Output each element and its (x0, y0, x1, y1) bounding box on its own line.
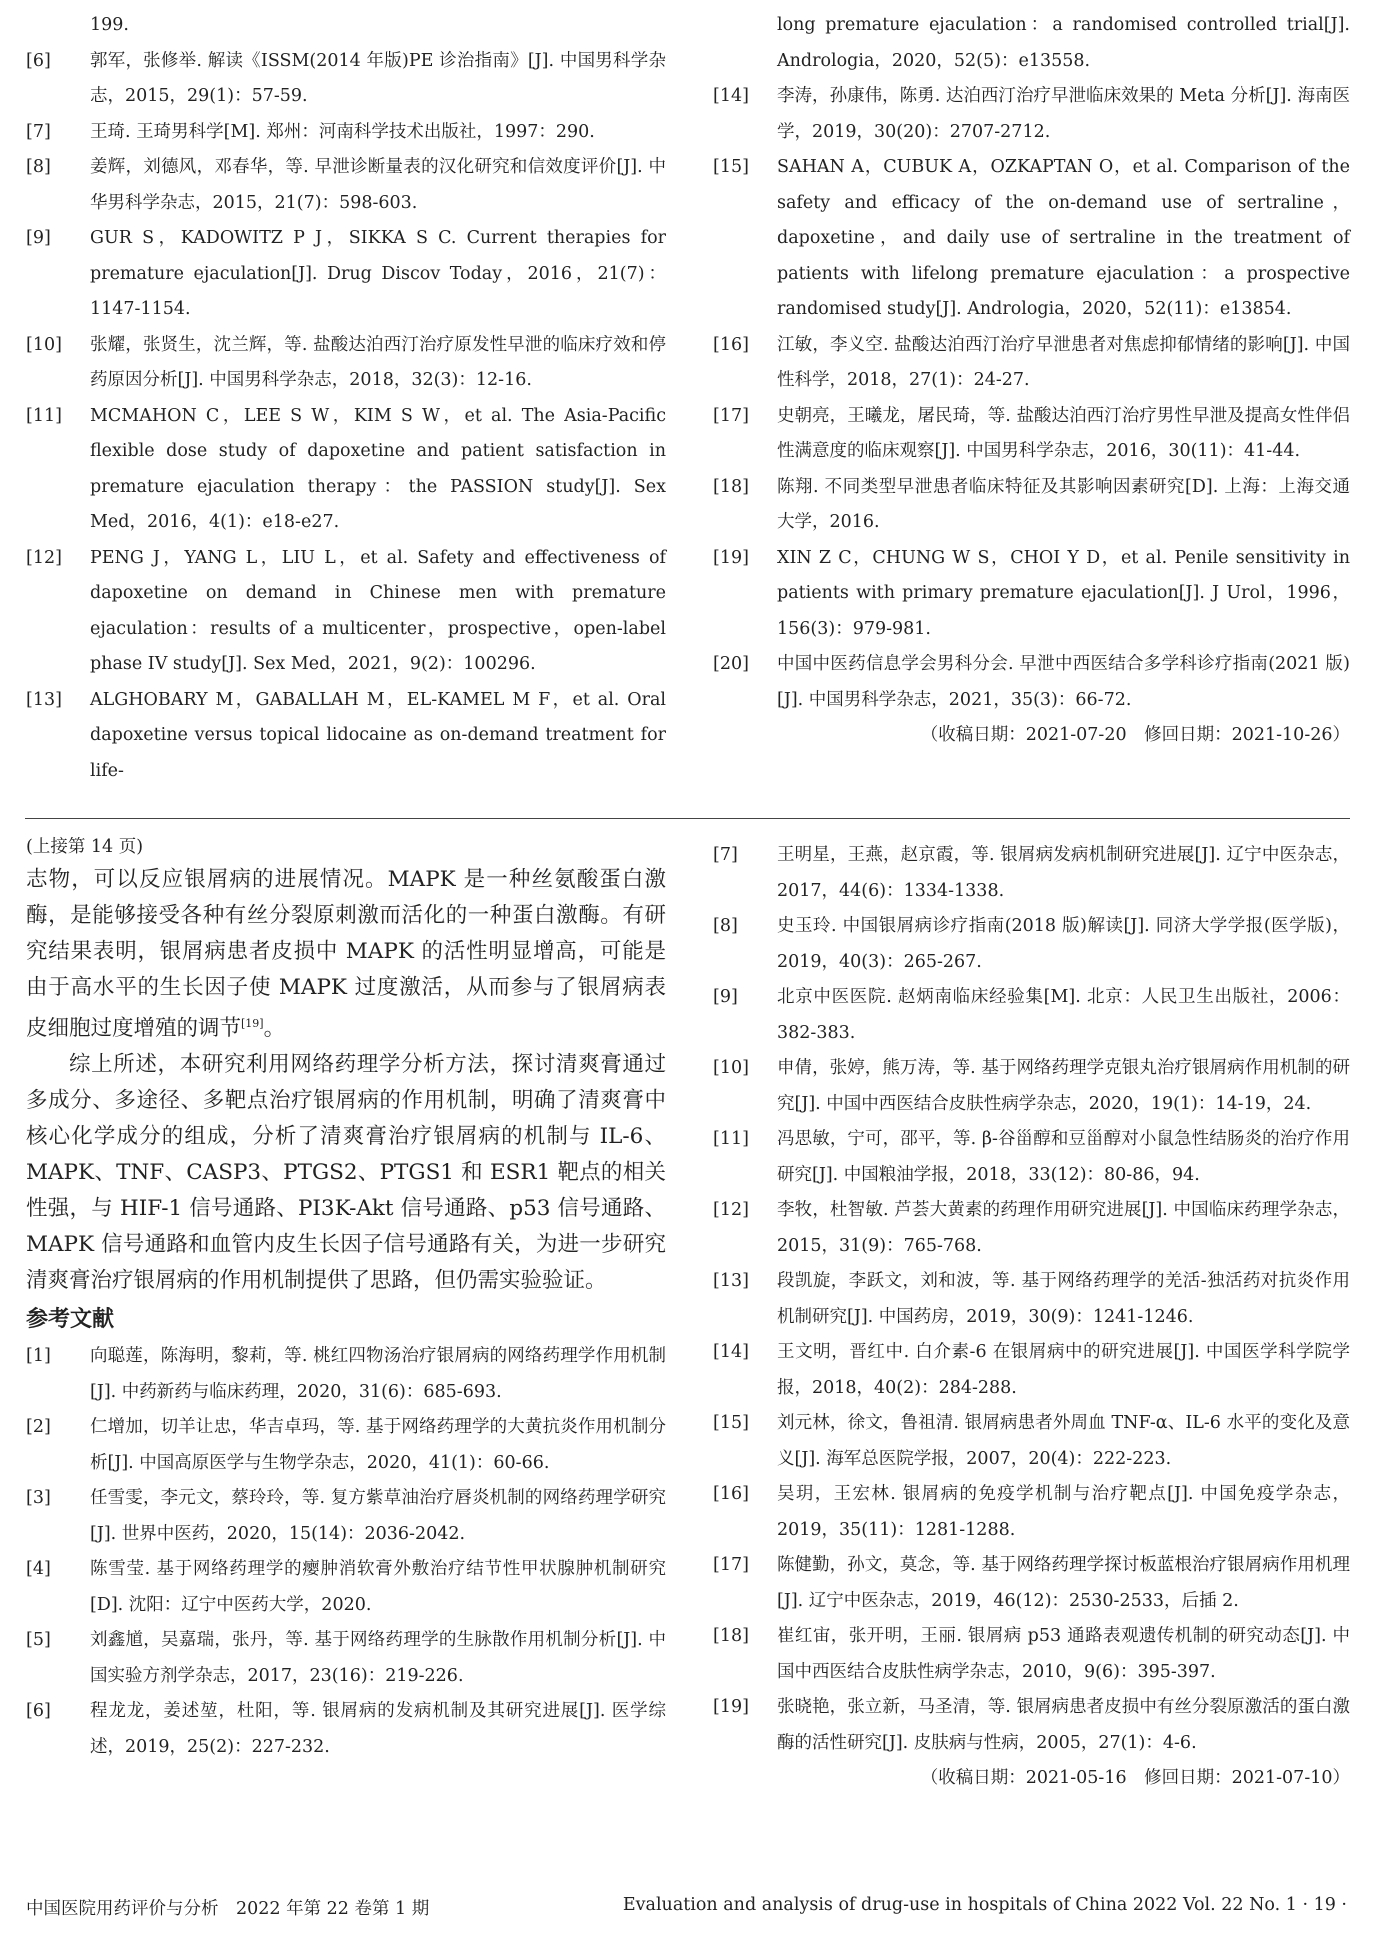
reference-list (713, 79, 1350, 718)
continued-from-note: (上接第 14 页) (26, 837, 144, 857)
reference-text: 史朝亮，王曦龙，屠民琦，等. 盐酸达泊西汀治疗男性早泄及提高女性伴侣性满意度的临床观察[J]. 中国男科学杂志，2016，30(11)：41-44. (777, 405, 1350, 461)
reference-text: ALGHOBARY M，GABALLAH M，EL-KAMEL M F，et al. Oral dapoxetine versus topical lidocaine as on-demand treatment for life- (90, 689, 666, 781)
reference-item (713, 980, 1350, 1051)
reference-list (26, 44, 666, 790)
reference-item (713, 328, 1350, 399)
reference-number: [14] (713, 86, 749, 106)
reference-item (713, 1335, 1350, 1406)
reference-number: [11] (26, 405, 62, 426)
reference-text: 史玉玲. 中国银屑病诊疗指南(2018 版)解读[J]. 同济大学学报(医学版)，2019，40(3)：265-267. (777, 916, 1350, 972)
top-left-column (26, 8, 666, 789)
reference-text: 程龙龙，姜述堃，杜阳，等. 银屑病的发病机制及其研究进展[J]. 医学综述，2019，25(2)：227-232. (90, 1701, 666, 1757)
reference-item (26, 1623, 666, 1694)
reference-text: 段凯旋，李跃文，刘和波，等. 基于网络药理学的羌活-独活药对抗炎作用机制研究[J]. 中国药房，2019，30(9)：1241-1246. (777, 1271, 1350, 1327)
reference-number: [7] (713, 845, 738, 865)
reference-number: [15] (713, 157, 749, 177)
reference-item (26, 1694, 666, 1765)
reference-number: [16] (713, 334, 749, 355)
reference-text: 仁增加，切羊让忠，华吉卓玛，等. 基于网络药理学的大黄抗炎作用机制分析[J]. 中国高原医学与生物学杂志，2020，41(1)：60-66. (90, 1417, 666, 1473)
citation-mark[interactable]: [19] (241, 1017, 264, 1030)
reference-number: [8] (713, 916, 738, 936)
reference-item (26, 1481, 666, 1552)
reference-text: 江敏，李义空. 盐酸达泊西汀治疗早泄患者对焦虑抑郁情绪的影响[J]. 中国性科学，2018，27(1)：24-27. (777, 334, 1350, 390)
bottom-left-column (26, 832, 666, 1765)
top-right-column (713, 8, 1350, 754)
reference-continuation: long premature ejaculation：a randomised controlled trial[J]. Andrologia，2020，52(5)：e13558. (777, 15, 1350, 71)
reference-text: 中国中医药信息学会男科分会. 早泄中西医结合多学科诊疗指南(2021 版)[J]. 中国男科学杂志，2021，35(3)：66-72. (777, 654, 1350, 710)
reference-text: 张耀，张贤生，沈兰辉，等. 盐酸达泊西汀治疗原发性早泄的临床疗效和停药原因分析[J]. 中国男科学杂志，2018，32(3)：12-16. (90, 334, 666, 390)
reference-number: [7] (26, 121, 51, 142)
reference-text: 李涛，孙康伟，陈勇. 达泊西汀治疗早泄临床效果的 Meta 分析[J]. 海南医学，2019，30(20)：2707-2712. (777, 86, 1350, 142)
reference-item (713, 399, 1350, 470)
reference-number: [13] (26, 689, 62, 710)
received-date: （收稿日期：2021-05-16 修回日期：2021-07-10） (920, 1768, 1350, 1788)
reference-item (26, 221, 666, 328)
reference-text: 陈翔. 不同类型早泄患者临床特征及其影响因素研究[D]. 上海：上海交通大学，2016. (777, 476, 1350, 532)
received-date: （收稿日期：2021-07-20 修回日期：2021-10-26） (920, 725, 1350, 745)
reference-text: 王琦. 王琦男科学[M]. 郑州：河南科学技术出版社，1997：290. (90, 121, 595, 142)
reference-text: 王明星，王燕，赵京霞，等. 银屑病发病机制研究进展[J]. 辽宁中医杂志，2017，44(6)：1334-1338. (777, 845, 1350, 901)
reference-text: 冯思敏，宁可，邵平，等. β-谷甾醇和豆甾醇对小鼠急性结肠炎的治疗作用研究[J]. 中国粮油学报，2018，33(12)：80-86，94. (777, 1129, 1350, 1185)
reference-number: [4] (26, 1559, 51, 1580)
reference-number: [12] (26, 547, 62, 568)
reference-number: [5] (26, 1630, 51, 1651)
reference-item (713, 647, 1350, 718)
reference-number: [11] (713, 1129, 749, 1149)
reference-number: [2] (26, 1417, 51, 1438)
reference-item (713, 541, 1350, 648)
reference-item (26, 683, 666, 790)
reference-text: 刘鑫馗，吴嘉瑞，张丹，等. 基于网络药理学的生脉散作用机制分析[J]. 中国实验方剂学杂志，2017，23(16)：219-226. (90, 1630, 666, 1686)
reference-number: [14] (713, 1342, 749, 1362)
reference-item (26, 541, 666, 683)
footer-journal-cn: 中国医院用药评价与分析 2022 年第 22 卷第 1 期 (26, 1899, 430, 1919)
reference-number: [19] (713, 1697, 749, 1717)
reference-text: 崔红宙，张开明，王丽. 银屑病 p53 通路表观遗传机制的研究动态[J]. 中国中西医结合皮肤性病学杂志，2010，9(6)：395-397. (777, 1626, 1350, 1682)
reference-text: 王文明，晋红中. 白介素-6 在银屑病中的研究进展[J]. 中国医学科学院学报，2018，40(2)：284-288. (777, 1342, 1350, 1398)
reference-item (713, 1193, 1350, 1264)
reference-text: GUR S，KADOWITZ P J，SIKKA S C. Current therapies for premature ejaculation[J]. Drug Discov Today，2016，21(7)：1147-1154. (90, 228, 666, 319)
reference-number: [18] (713, 476, 749, 497)
reference-text: 张晓艳，张立新，马圣清，等. 银屑病患者皮损中有丝分裂原激活的蛋白激酶的活性研究[J]. 皮肤病与性病，2005，27(1)：4-6. (777, 1697, 1350, 1753)
reference-text: 陈健勤，孙文，莫念，等. 基于网络药理学探讨板蓝根治疗银屑病作用机理[J]. 辽宁中医杂志，2019，46(12)：2530-2533，后插 2. (777, 1555, 1350, 1611)
reference-item (713, 470, 1350, 541)
reference-text: 刘元林，徐文，鲁祖清. 银屑病患者外周血 TNF-α、IL-6 水平的变化及意义[J]. 海军总医院学报，2007，20(4)：222-223. (777, 1413, 1350, 1469)
reference-text: 北京中医医院. 赵炳南临床经验集[M]. 北京：人民卫生出版社，2006：382-383. (777, 987, 1350, 1043)
reference-item (713, 1619, 1350, 1690)
reference-number: [16] (713, 1484, 749, 1504)
reference-number: [6] (26, 1701, 51, 1722)
reference-item (713, 1051, 1350, 1122)
reference-number: [10] (26, 334, 62, 355)
reference-number: [1] (26, 1346, 51, 1367)
reference-number: [17] (713, 1555, 749, 1575)
reference-item (713, 838, 1350, 909)
reference-number: [3] (26, 1488, 51, 1509)
reference-text: 向聪莲，陈海明，黎莉，等. 桃红四物汤治疗银屑病的网络药理学作用机制[J]. 中药新药与临床药理，2020，31(6)：685-693. (90, 1346, 666, 1402)
reference-number: [9] (713, 987, 738, 1007)
reference-number: [6] (26, 50, 51, 71)
reference-number: [13] (713, 1271, 749, 1291)
reference-number: [20] (713, 654, 749, 674)
references-heading: 参考文献 (26, 1307, 115, 1333)
reference-number: [10] (713, 1058, 749, 1078)
reference-text: 李牧，杜智敏. 芦荟大黄素的药理作用研究进展[J]. 中国临床药理学杂志，2015，31(9)：765-768. (777, 1200, 1350, 1256)
reference-item (26, 399, 666, 541)
reference-text: MCMAHON C，LEE S W，KIM S W，et al. The Asia-Pacific flexible dose study of dapoxetine and patient satisfaction in premature ejaculation therapy：the PASSION study[J]. Sex Med，2016，4(1)：e18-e27. (90, 405, 666, 532)
reference-item (713, 79, 1350, 150)
reference-item (26, 115, 666, 151)
reference-text: SAHAN A，CUBUK A，OZKAPTAN O，et al. Comparison of the safety and efficacy of the on-demand use of sertraline，dapoxetine，and daily use of sertraline in the treatment of patients with lifelong premature ejaculation：a prospective randomised study[J]. Andrologia，2020，52(11)：e13854. (777, 157, 1350, 319)
reference-item (26, 1552, 666, 1623)
reference-text: 吴玥，王宏林. 银屑病的免疫学机制与治疗靶点[J]. 中国免疫学杂志，2019，35(11)：1281-1288. (777, 1484, 1350, 1540)
reference-item (713, 1690, 1350, 1761)
reference-item (26, 1410, 666, 1481)
body-paragraph: 志物，可以反应银屑病的进展情况。MAPK 是一种丝氨酸蛋白激酶，是能够接受各种有丝分裂原刺激而活化的一种蛋白激酶。有研究结果表明，银屑病患者皮损中 MAPK 的活性明显增高，可能是由于高水平的生长因子使 MAPK 过度激活，从而参与了银屑病表皮细胞过度增殖的调节[19]。 (26, 867, 666, 1042)
reference-number: [15] (713, 1413, 749, 1433)
reference-text: 任雪雯，李元文，蔡玲玲，等. 复方紫草油治疗唇炎机制的网络药理学研究[J]. 世界中医药，2020，15(14)：2036-2042. (90, 1488, 666, 1544)
reference-item (713, 1548, 1350, 1619)
reference-item (26, 150, 666, 221)
reference-item (26, 44, 666, 115)
reference-number: [8] (26, 157, 51, 177)
reference-item (26, 328, 666, 399)
reference-item (713, 150, 1350, 328)
reference-item (713, 1477, 1350, 1548)
body-paragraph: 综上所述，本研究利用网络药理学分析方法，探讨清爽膏通过多成分、多途径、多靶点治疗银屑病的作用机制，明确了清爽膏中核心化学成分的组成，分析了清爽膏治疗银屑病的机制与 IL-6、MAPK、TNF、CASP3、PTGS2、PTGS1 和 ESR1 靶点的相关性强，与 HIF-1 信号通路、PI3K-Akt 信号通路、p53 信号通路、MAPK 信号通路和血管内皮生长因子信号通路有关，为进一步研究清爽膏治疗银屑病的作用机制提供了思路，但仍需实验验证。 (26, 1052, 666, 1294)
reference-item (713, 1406, 1350, 1477)
reference-list (713, 838, 1350, 1761)
reference-text: 陈雪莹. 基于网络药理学的瘿肿消软膏外敷治疗结节性甲状腺肿机制研究[D]. 沈阳：辽宁中医药大学，2020. (90, 1559, 666, 1615)
reference-number: [9] (26, 228, 51, 248)
footer-journal-en: Evaluation and analysis of drug-use in hospitals of China 2022 Vol. 22 No. 1 · 19 · (622, 1895, 1347, 1915)
reference-text: PENG J，YANG L，LIU L，et al. Safety and effectiveness of dapoxetine on demand in Chinese men with premature ejaculation：results of a multicenter，prospective，open-label phase IV study[J]. Sex Med，2021，9(2)：100296. (90, 547, 666, 674)
reference-number: [12] (713, 1200, 749, 1220)
reference-text: 申倩，张婷，熊万涛，等. 基于网络药理学克银丸治疗银屑病作用机制的研究[J]. 中国中西医结合皮肤性病学杂志，2020，19(1)：14-19，24. (777, 1058, 1350, 1114)
reference-text: 郭军，张修举. 解读《ISSM(2014 年版)PE 诊治指南》[J]. 中国男科学杂志，2015，29(1)：57-59. (90, 50, 666, 106)
reference-list (26, 1339, 666, 1765)
reference-item (26, 1339, 666, 1410)
reference-item (713, 909, 1350, 980)
reference-number: [17] (713, 405, 749, 426)
reference-continuation: 199. (90, 15, 129, 35)
reference-number: [19] (713, 547, 749, 568)
reference-item (713, 1264, 1350, 1335)
reference-item (713, 1122, 1350, 1193)
reference-number: [18] (713, 1626, 749, 1646)
bottom-right-column (713, 838, 1350, 1797)
section-divider (25, 818, 1350, 819)
reference-text: XIN Z C，CHUNG W S，CHOI Y D，et al. Penile sensitivity in patients with primary premature ejaculation[J]. J Urol，1996，156(3)：979-981. (777, 547, 1350, 639)
reference-text: 姜辉，刘德风，邓春华，等. 早泄诊断量表的汉化研究和信效度评价[J]. 中华男科学杂志，2015，21(7)：598-603. (90, 157, 666, 213)
